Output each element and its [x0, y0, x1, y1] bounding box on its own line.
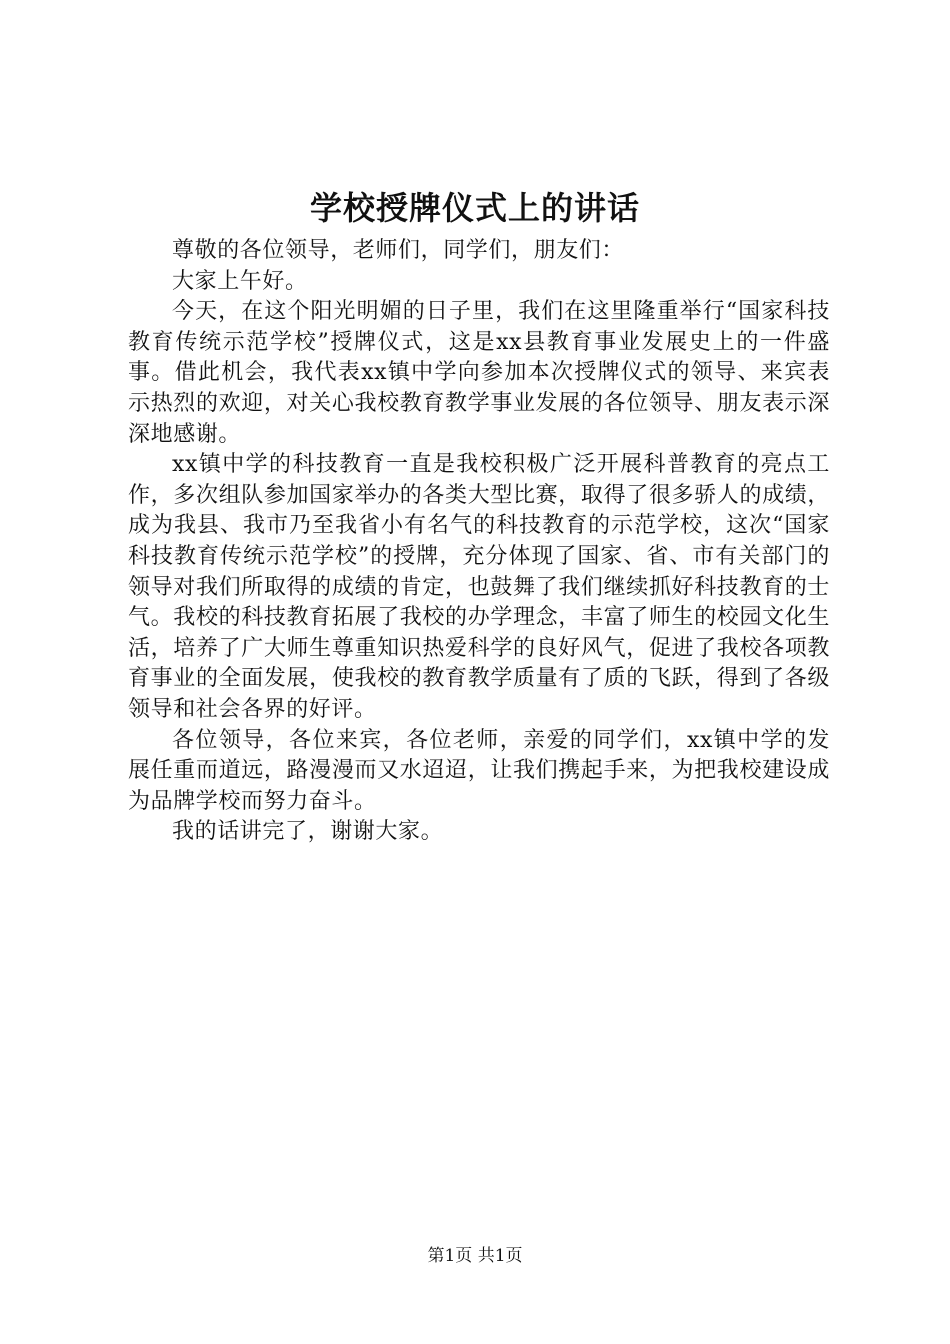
paragraph-closing: 我的话讲完了，谢谢大家。 [172, 819, 444, 845]
document-title: 学校授牌仪式上的讲话 [309, 189, 640, 227]
paragraph-greeting: 大家上午好。 [172, 268, 308, 294]
paragraph-salutation: 尊敬的各位领导，老师们，同学们，朋友们： [172, 238, 625, 263]
paragraph-call-to-action: 各位领导，各位来宾，各位老师，亲爱的同学们，xx镇中学的发展任重而道远，路漫漫而又水迢迢，让我们携起手来，为把我校建设成为品牌学校而努力奋斗。 [128, 727, 830, 814]
page-number-footer: 第1页 共1页 [427, 1246, 523, 1266]
paragraph-achievements: xx镇中学的科技教育一直是我校积极广泛开展科普教育的亮点工作，多次组队参加国家举办的各类大型比赛，取得了很多骄人的成绩，成为我县、我市乃至我省小有名气的科技教育的示范学校，这次“国家科技教育传统示范学校”的授牌，充分体现了国家、省、市有关部门的领导对我们所取得的成绩的肯定，也鼓舞了我们继续抓好科技教育的士气。我校的科技教育拓展了我校的办学理念，丰富了师生的校园文化生活，培养了广大师生尊重知识热爱科学的良好风气，促进了我校各项教育事业的全面发展，使我校的教育教学质量有了质的飞跃，得到了各级领导和社会各界的好评。 [128, 452, 830, 722]
document-body [128, 236, 830, 848]
paragraph-opening: 今天，在这个阳光明媚的日子里，我们在这里隆重举行“国家科技教育传统示范学校”授牌仪式，这是xx县教育事业发展史上的一件盛事。借此机会，我代表xx镇中学向参加本次授牌仪式的领导、来宾表示热烈的欢迎，对关心我校教育教学事业发展的各位领导、朋友表示深深地感谢。 [128, 299, 830, 447]
